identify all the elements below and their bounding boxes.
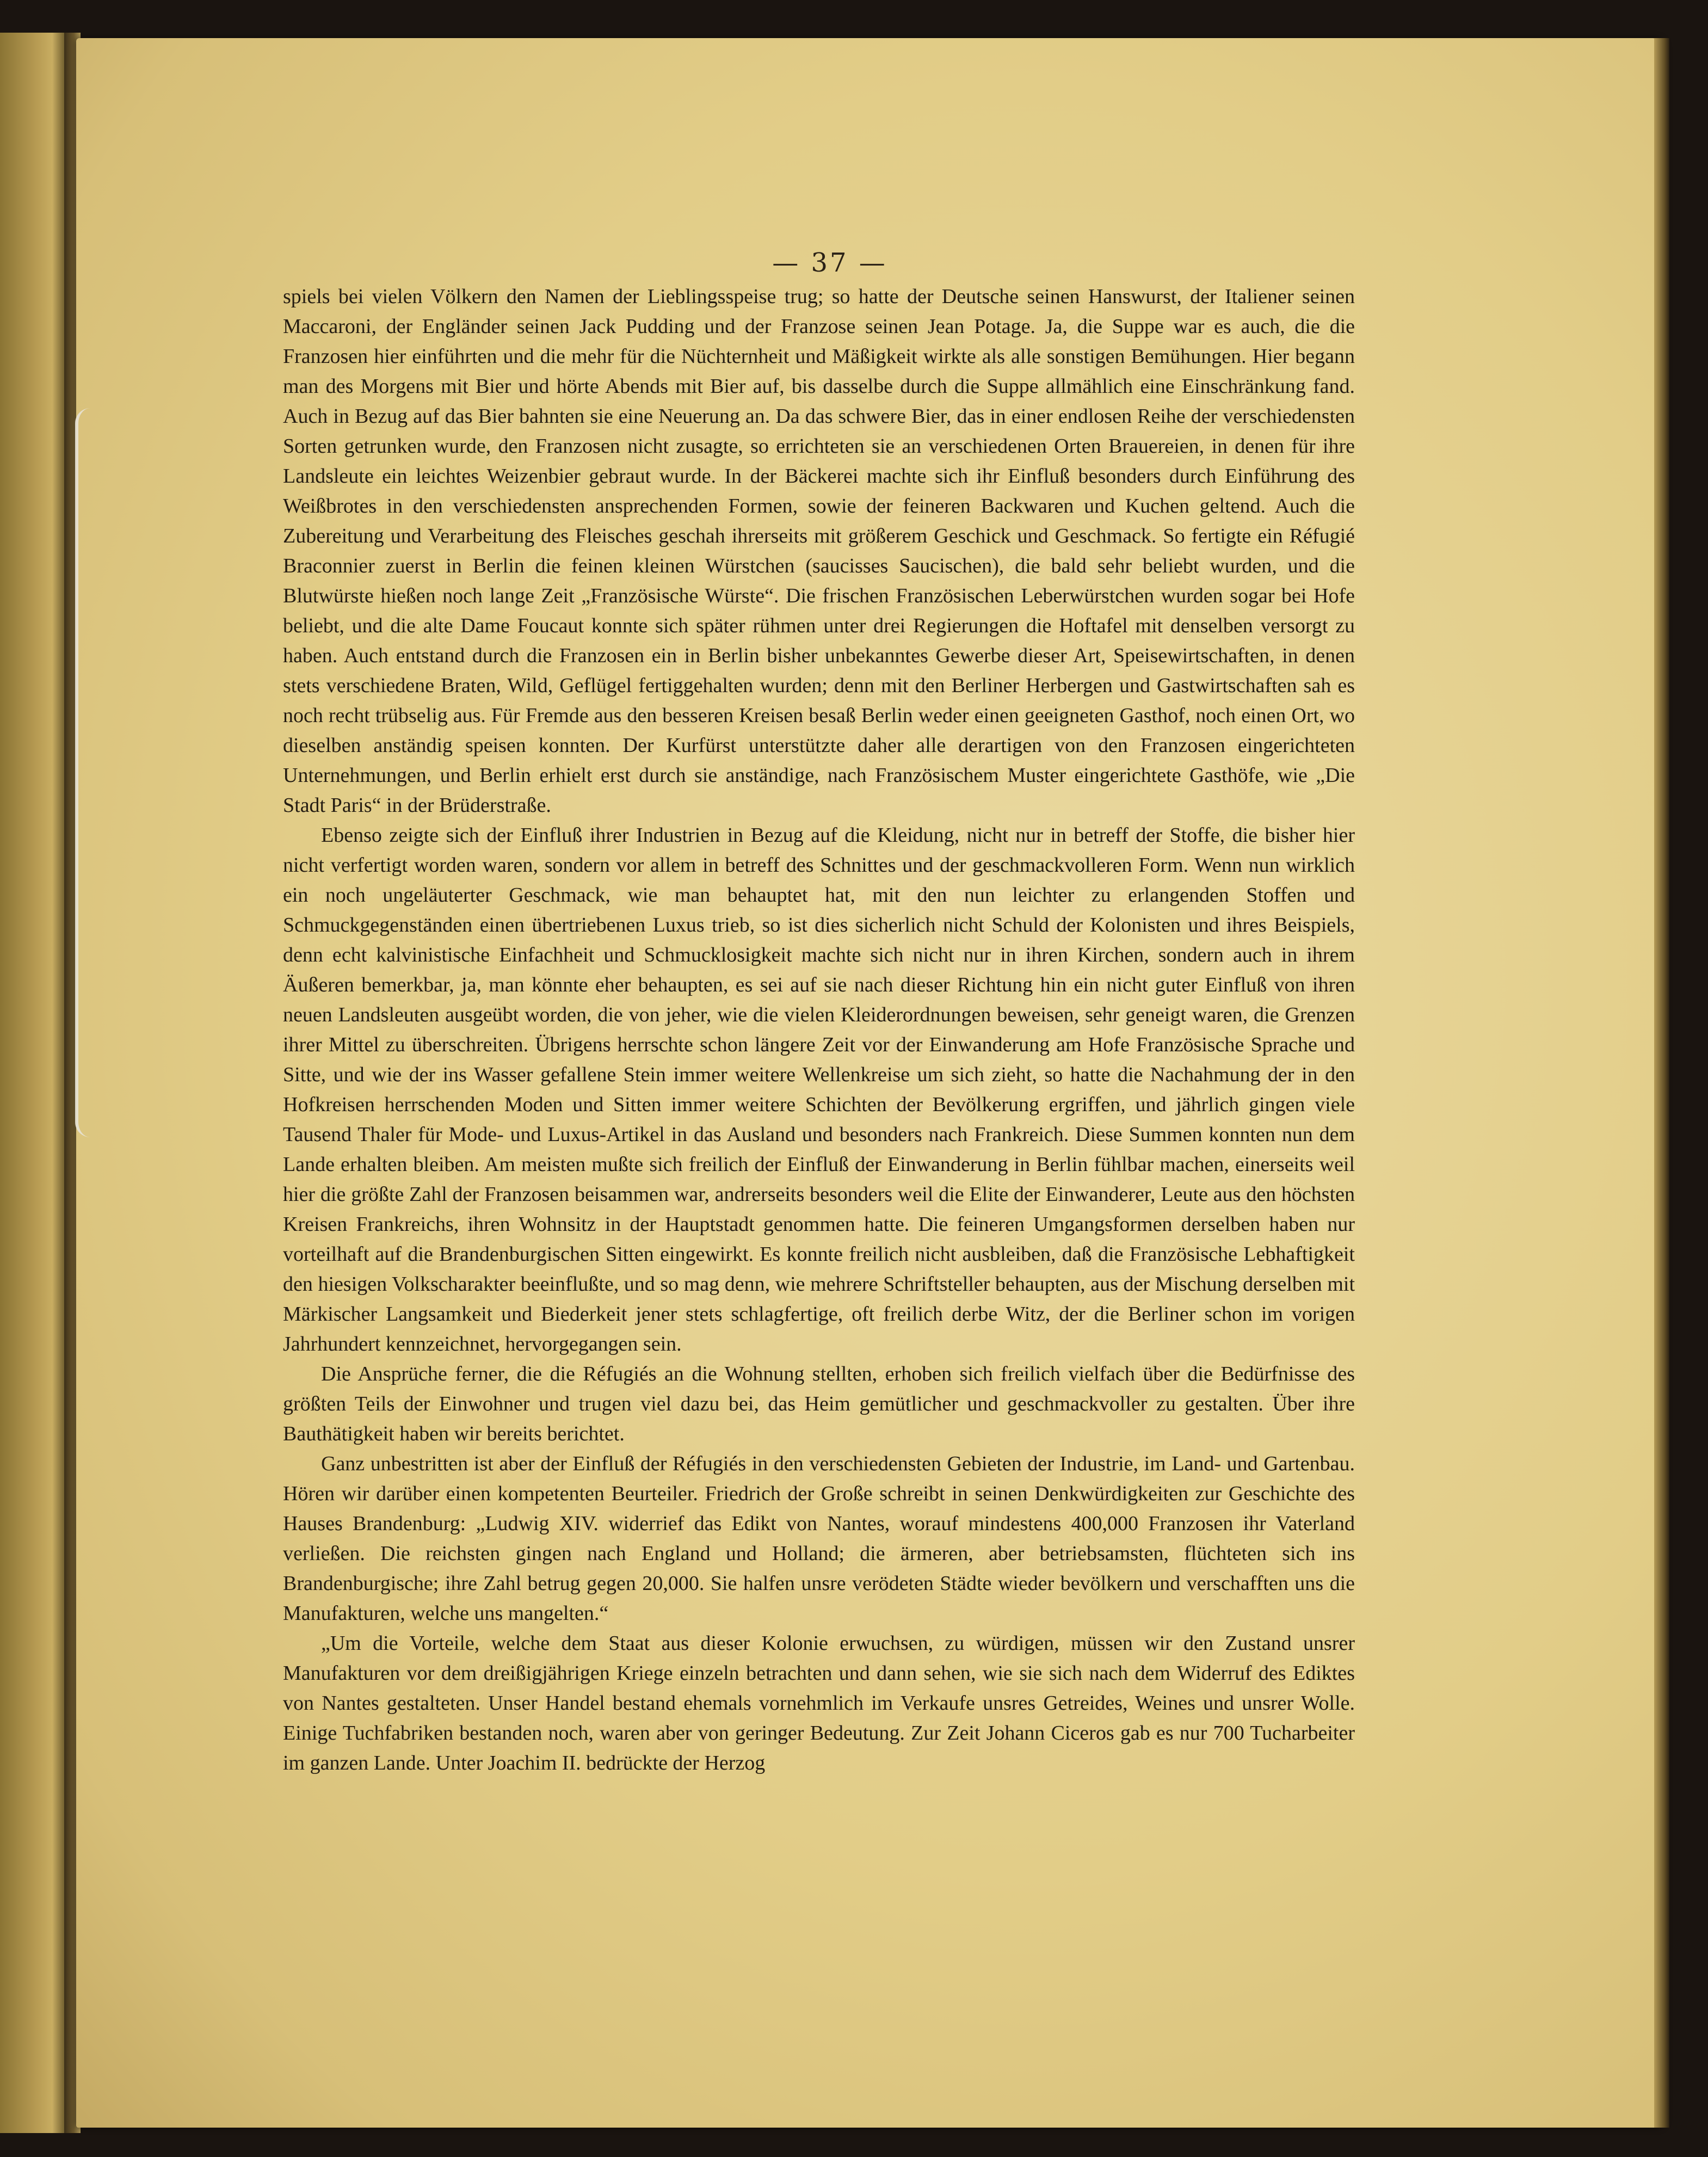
body-text xyxy=(283,282,1355,1778)
page-right-edge xyxy=(1654,38,1669,2128)
paragraph: Ebenso zeigte sich der Einfluß ihrer Industrien in Bezug auf die Kleidung, nicht nur in betreff der Stoffe, die bisher hier nicht verfertigt worden waren, sondern vor allem in betreff des Schnittes und der geschmackvolleren Form. Wenn nun wirklich ein noch ungeläuterter Geschmack, wie man behauptet hat, mit den nun leichter zu erlangenden Stoffen und Schmuckgegenständen einen übertriebenen Luxus trieb, so ist dies sicherlich nicht Schuld der Kolonisten und ihres Beispiels, denn echt kalvinistische Einfachheit und Schmucklosigkeit machte sich nicht nur in ihren Kirchen, sondern auch in ihrem Äußeren bemerkbar, ja, man könnte eher behaupten, es sei auf sie nach dieser Richtung hin ein nicht guter Einfluß von ihren neuen Landsleuten ausgeübt worden, die von jeher, wie die vielen Kleiderordnungen beweisen, sehr geneigt waren, die Grenzen ihrer Mittel zu überschreiten. Übrigens herrschte schon längere Zeit vor der Einwanderung am Hofe Französische Sprache und Sitte, und wie der ins Wasser gefallene Stein immer weitere Wellenkreise um sich zieht, so hatte die Nachahmung der in den Hofkreisen herrschenden Moden und Sitten immer weitere Schichten der Bevölkerung ergriffen, und jährlich gingen viele Tausend Thaler für Mode- und Luxus-Artikel in das Ausland und besonders nach Frankreich. Diese Summen konnten nun dem Lande erhalten bleiben. Am meisten mußte sich freilich der Einfluß der Einwanderung in Berlin fühlbar machen, einerseits weil hier die größte Zahl der Franzosen beisammen war, andrerseits besonders weil die Elite der Einwanderer, Leute aus den höchsten Kreisen Frankreichs, ihren Wohnsitz in der Hauptstadt genommen hatte. Die feineren Umgangsformen derselben haben nur vorteilhaft auf die Brandenburgischen Sitten eingewirkt. Es konnte freilich nicht ausbleiben, daß die Französische Lebhaftigkeit den hiesigen Volkscharakter beeinflußte, und so mag denn, wie mehrere Schriftsteller behaupten, aus der Mischung derselben mit Märkischer Langsamkeit und Biederkeit jener stets schlagfertige, oft freilich derbe Witz, der die Berliner schon im vorigen Jahrhundert kennzeichnet, hervorgegangen sein. xyxy=(283,824,1355,1355)
binding-thread xyxy=(75,408,90,1137)
paragraph: Die Ansprüche ferner, die die Réfugiés an die Wohnung stellten, erhoben sich freilich vielfach über die Bedürfnisse des größten Teils der Einwohner und trugen viel dazu bei, das Heim gemütlicher und geschmackvoller zu gestalten. Über ihre Bauthätigkeit haben wir bereits berichtet. xyxy=(283,1363,1355,1445)
page-number: — 37 — xyxy=(772,248,887,278)
paragraph: Ganz unbestritten ist aber der Einfluß der Réfugiés in den verschiedensten Gebieten der Industrie, im Land- und Gartenbau. Hören wir darüber einen kompetenten Beurteiler. Friedrich der Große schreibt in seinen Denkwürdigkeiten zur Geschichte des Hauses Brandenburg: „Ludwig XIV. widerrief das Edikt von Nantes, worauf mindestens 400,000 Franzosen ihr Vaterland verließen. Die reichsten gingen nach England und Holland; die ärmeren, aber betriebsamsten, flüchteten sich ins Brandenburgische; ihre Zahl betrug gegen 20,000. Sie halfen unsre verödeten Städte wieder bevölkern und verschafften uns die Manufakturen, welche uns mangelten.“ xyxy=(283,1452,1355,1625)
paragraph: spiels bei vielen Völkern den Namen der Lieblingsspeise trug; so hatte der Deutsche seinen Hanswurst, der Italiener seinen Maccaroni, der Engländer seinen Jack Pudding und der Franzose seinen Jean Potage. Ja, die Suppe war es auch, die die Franzosen hier einführten und die mehr für die Nüchternheit und Mäßigkeit wirkte als alle sonstigen Bemühungen. Hier begann man des Morgens mit Bier und hörte Abends mit Bier auf, bis dasselbe durch die Suppe allmählich eine Einschränkung fand. Auch in Bezug auf das Bier bahnten sie eine Neuerung an. Da das schwere Bier, das in einer endlosen Reihe der verschiedensten Sorten getrunken wurde, den Franzosen nicht zusagte, so errichteten sie an verschiedenen Orten Brauereien, in denen für ihre Landsleute ein leichtes Weizenbier gebraut wurde. In der Bäckerei machte sich ihr Einfluß besonders durch Einführung des Weißbrotes in den verschiedensten ansprechenden Formen, sowie der feineren Backwaren und Kuchen geltend. Auch die Zubereitung und Verarbeitung des Fleisches geschah ihrerseits mit größerem Geschick und Geschmack. So fertigte ein Réfugié Braconnier zuerst in Berlin die feinen kleinen Würstchen (saucisses Saucischen), die bald sehr beliebt wurden, und die Blutwürste hießen noch lange Zeit „Französische Würste“. Die frischen Französischen Leberwürstchen wurden sogar bei Hofe beliebt, und die alte Dame Foucaut konnte sich später rühmen unter drei Regierungen die Hoftafel mit denselben versorgt zu haben. Auch entstand durch die Franzosen ein in Berlin bisher unbekanntes Gewerbe dieser Art, Speisewirtschaften, in denen stets verschiedene Braten, Wild, Geflügel fertiggehalten wurden; denn mit den Berliner Herbergen und Gastwirtschaften sah es noch recht trübselig aus. Für Fremde aus den besseren Kreisen besaß Berlin weder einen geeigneten Gasthof, noch einen Ort, wo dieselben anständig speisen konnten. Der Kurfürst unterstützte daher alle derartigen von den Franzosen eingerichteten Unternehmungen, und Berlin erhielt erst durch sie anständige, nach Französischem Muster eingerichtete Gasthöfe, wie „Die Stadt Paris“ in der Brüderstraße. xyxy=(283,285,1355,817)
paragraph: „Um die Vorteile, welche dem Staat aus dieser Kolonie erwuchsen, zu würdigen, müssen wir den Zustand unsrer Manufakturen vor dem dreißigjährigen Kriege einzeln betrachten und dann sehen, wie sie sich nach dem Widerruf des Ediktes von Nantes gestalteten. Unser Handel bestand ehemals vornehmlich im Verkaufe unsres Getreides, Weines und unsrer Wolle. Einige Tuchfabriken bestanden noch, waren aber von geringer Bedeutung. Zur Zeit Johann Ciceros gab es nur 700 Tucharbeiter im ganzen Lande. Unter Joachim II. bedrückte der Herzog xyxy=(283,1632,1355,1774)
left-page-edge xyxy=(0,33,65,2133)
